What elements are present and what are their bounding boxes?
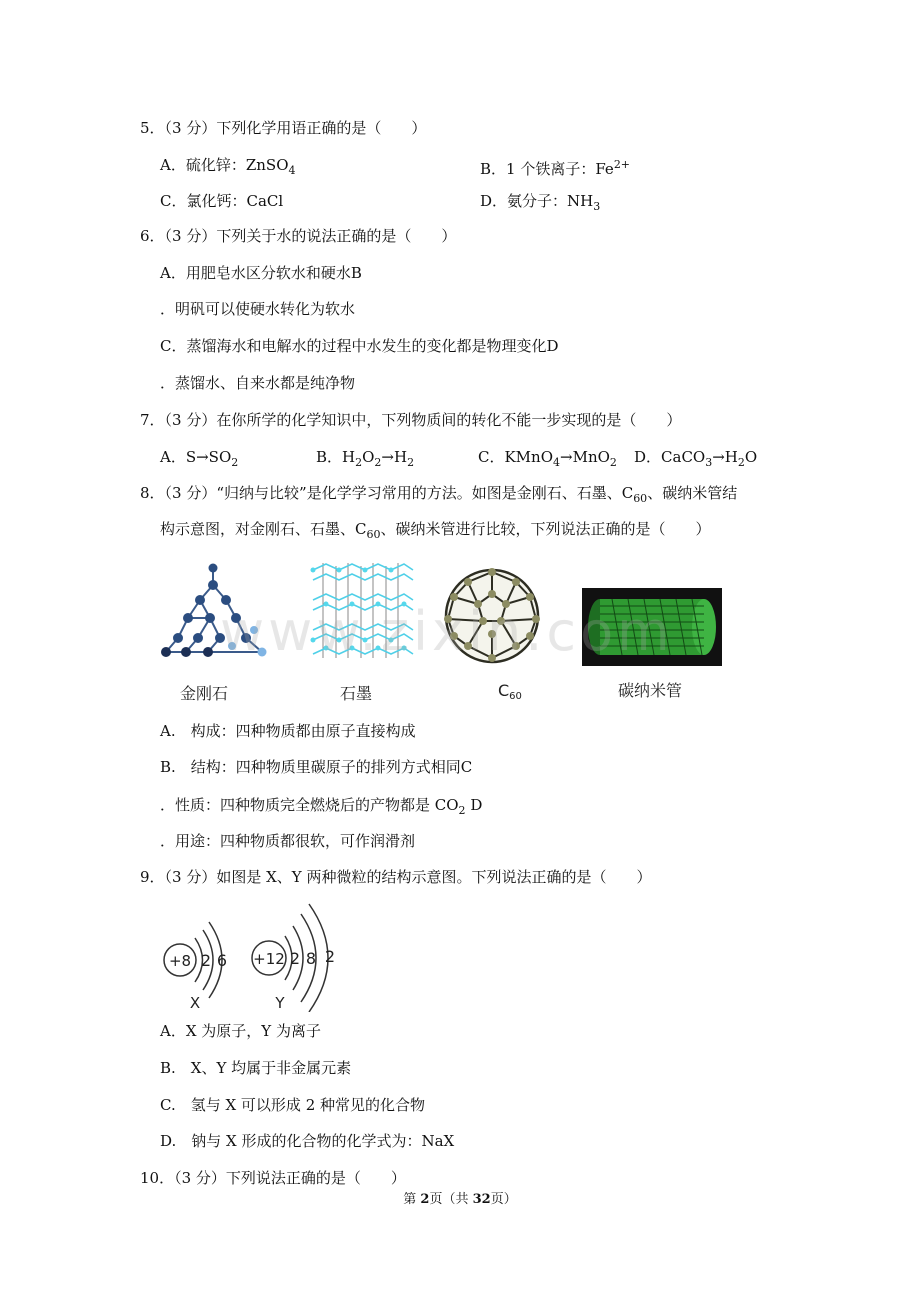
q9-option-a: A．X 为原子，Y 为离子	[160, 1022, 321, 1040]
q8-option-c: ．性质：四种物质完全燃烧后的产物都是 $CO_2$ D	[160, 796, 483, 817]
x-nucleus-label: +8	[168, 952, 192, 970]
atomic-structure-diagram	[155, 900, 355, 1012]
q9-option-c: C. 氢与 X 可以形成 2 种常见的化合物	[160, 1096, 426, 1114]
y-electrons-shell-3: 2	[324, 947, 336, 966]
q7-option-b: B．$H_2O_2\to H_2$	[316, 448, 415, 469]
caption-graphite: 石墨	[340, 684, 373, 703]
y-electrons-shell-1: 2	[289, 949, 301, 968]
q9-stem: 9．（3 分）如图是 X、Y 两种微粒的结构示意图。下列说法正确的是（ ）	[140, 868, 652, 886]
caption-nanotube: 碳纳米管	[618, 681, 683, 700]
q6-line-1: A．用肥皂水区分软水和硬水B	[160, 264, 362, 282]
q7-option-c: C．KMnO$_4$→MnO$_2$	[478, 448, 617, 469]
page-total: 32	[472, 1192, 491, 1207]
x-electrons-shell-2: 6	[216, 951, 228, 970]
q8-stem-line-1: 8．（3 分）“归纳与比较”是化学学习常用的方法。如图是金刚石、石墨、$C_{60}$、碳纳米管结	[140, 484, 738, 505]
q6-line-2: ．明矾可以使硬水转化为软水	[160, 300, 356, 318]
page-footer: 第 2页（共 32页）	[403, 1192, 517, 1207]
q7-option-a: A．$S\to SO_2$	[160, 448, 239, 469]
q5-option-d: D．氨分子：$NH_3$	[480, 192, 601, 213]
q8-option-d: ．用途：四种物质都很软，可作润滑剂	[160, 832, 416, 850]
y-nucleus-label: +12	[253, 950, 285, 968]
x-electrons-shell-1: 2	[200, 951, 212, 970]
q8-option-b: B. 结构：四种物质里碳原子的排列方式相同C	[160, 758, 473, 776]
q9-option-d: D. 钠与 X 形成的化合物的化学式为：NaX	[160, 1132, 455, 1150]
page-number: 2	[420, 1192, 430, 1207]
q8-option-a: A. 构成：四种物质都由原子直接构成	[160, 722, 416, 740]
q6-line-4: ．蒸馏水、自来水都是纯净物	[160, 374, 356, 392]
y-electrons-shell-2: 8	[305, 949, 317, 968]
caption-c60: C60	[498, 681, 522, 702]
q7-option-d: D．$CaCO_3\to H_2O$	[634, 448, 758, 469]
q6-stem: 6．（3 分）下列关于水的说法正确的是（ ）	[140, 227, 457, 245]
q7-stem: 7．（3 分）在你所学的化学知识中，下列物质间的转化不能一步实现的是（ ）	[140, 411, 682, 429]
q5-option-c: C．氯化钙：CaCl	[160, 192, 284, 210]
q5-stem: 5．（3 分）下列化学用语正确的是（ ）	[140, 119, 427, 137]
q6-line-3: C．蒸馏海水和电解水的过程中水发生的变化都是物理变化D	[160, 337, 559, 355]
q5-option-a: A．硫化锌：ZnSO$_4$	[160, 156, 296, 177]
caption-diamond: 金刚石	[180, 684, 229, 703]
x-label: X	[189, 994, 201, 1012]
q10-stem: 10．（3 分）下列说法正确的是（ ）	[140, 1169, 406, 1187]
q8-stem-line-2: 构示意图，对金刚石、石墨、$C_{60}$、碳纳米管进行比较，下列说法正确的是（ ）	[160, 520, 711, 541]
y-label: Y	[275, 994, 285, 1012]
watermark: www.zixin.com	[220, 600, 674, 663]
q9-option-b: B. X、Y 均属于非金属元素	[160, 1059, 352, 1077]
q5-option-b: B．1 个铁离子：$Fe^{2+}$	[480, 158, 631, 178]
